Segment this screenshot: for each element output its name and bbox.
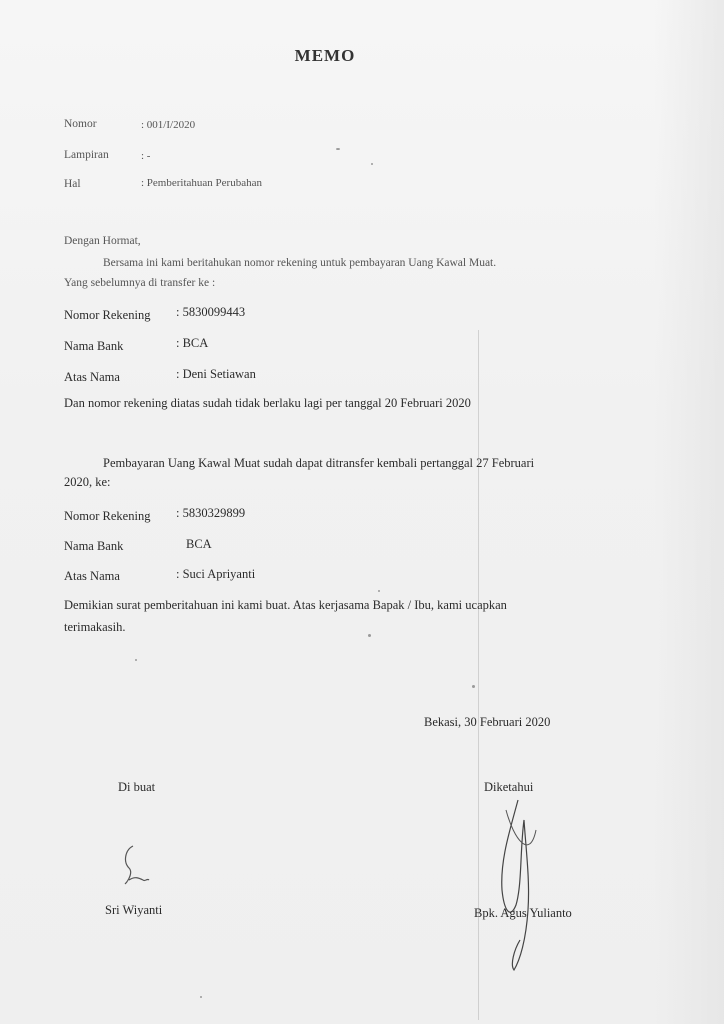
old-rekening-label: Nomor Rekening [64,308,151,322]
hal-value: : Pemberitahuan Perubahan [141,177,262,189]
lampiran-value: : - [141,150,151,162]
new-line-2: 2020, ke: [64,475,111,489]
scan-speck [371,163,373,165]
right-signer-name: Bpk. Agus Yulianto [474,906,572,920]
old-nama-value: : Deni Setiawan [176,367,256,381]
scan-speck [336,148,340,150]
old-nama-label: Atas Nama [64,370,120,384]
new-rekening-value: : 5830329899 [176,506,246,520]
lampiran-label: Lampiran [64,149,109,161]
new-nama-value: : Suci Apriyanti [176,567,256,581]
scan-speck [200,996,202,998]
left-signature-icon [115,840,160,890]
old-bank-label: Nama Bank [64,339,124,353]
intro-line-1: Bersama ini kami beritahukan nomor rekening untuk pembayaran Uang Kawal Muat. [103,257,497,269]
scan-shadow [654,0,724,1024]
place-date: Bekasi, 30 Februari 2020 [424,715,551,729]
new-rekening-label: Nomor Rekening [64,509,151,523]
nomor-value: : 001/I/2020 [141,119,196,131]
new-bank-value: BCA [186,537,212,551]
left-signer-name: Sri Wiyanti [105,903,163,917]
hal-label: Hal [64,178,81,190]
old-rekening-value: : 5830099443 [176,305,246,319]
intro-line-2: Yang sebelumnya di transfer ke : [64,277,216,289]
new-bank-label: Nama Bank [64,539,124,553]
old-bank-value: : BCA [176,336,209,350]
right-signature-icon [480,790,560,980]
salutation: Dengan Hormat, [64,235,141,247]
left-signer-role: Di buat [118,780,156,794]
new-line-1: Pembayaran Uang Kawal Muat sudah dapat ditransfer kembali pertanggal 27 Februari [103,456,535,470]
closing-line-2: terimakasih. [64,620,126,634]
invalid-note: Dan nomor rekening diatas sudah tidak berlaku lagi per tanggal 20 Februari 2020 [64,396,471,410]
right-signer-role: Diketahui [484,780,534,794]
closing-line-1: Demikian surat pemberitahuan ini kami buat. Atas kerjasama Bapak / Ibu, kami ucapkan [64,598,507,612]
nomor-label: Nomor [64,118,97,130]
new-nama-label: Atas Nama [64,569,120,583]
scan-speck [135,659,137,661]
memo-title: MEMO [294,46,356,65]
scan-speck [368,634,371,637]
scan-speck [378,590,380,592]
scan-speck [472,685,475,688]
